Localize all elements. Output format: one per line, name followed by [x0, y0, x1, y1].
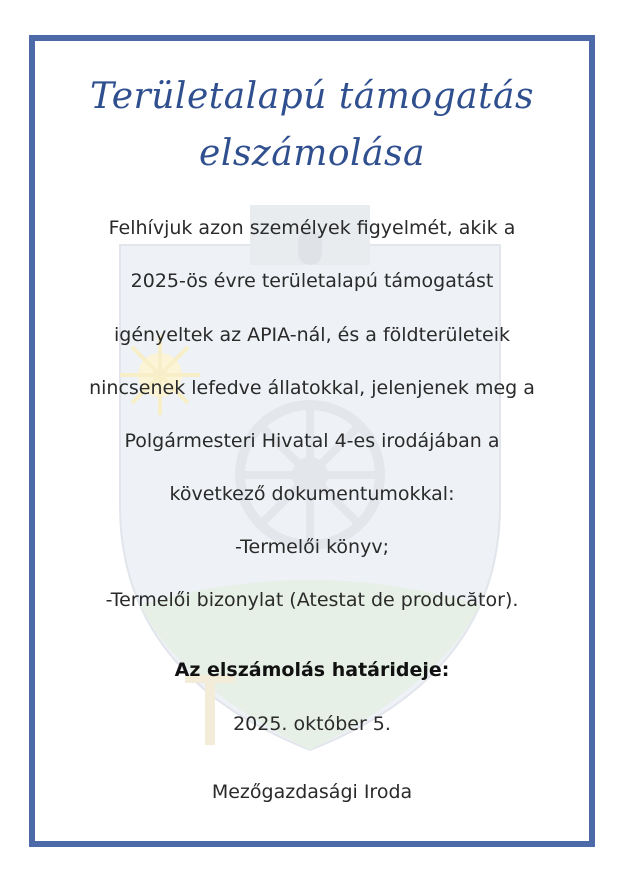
body-line: következő dokumentumokkal:	[169, 483, 455, 505]
deadline-label: Az elszámolás határideje:	[174, 659, 450, 681]
title-line-2: elszámolása	[199, 133, 425, 174]
deadline-date: 2025. október 5.	[233, 713, 391, 735]
signature: Mezőgazdasági Iroda	[211, 781, 413, 803]
body-line: Polgármesteri Hivatal 4-es irodájában a	[124, 430, 500, 452]
body-line: 2025-ös évre területalapú támogatást	[130, 270, 494, 292]
body-line: nincsenek lefedve állatokkal, jelenjenek meg a	[89, 377, 535, 399]
body-line: -Termelői bizonylat (Atestat de producător).	[105, 589, 519, 611]
notice-content	[29, 35, 595, 847]
body-line: igényeltek az APIA-nál, és a földterületeik	[113, 324, 510, 346]
body-line: Felhívjuk azon személyek figyelmét, akik a	[108, 217, 516, 239]
title-line-1: Területalapú támogatás	[90, 76, 534, 117]
body-line: -Termelői könyv;	[235, 536, 389, 558]
